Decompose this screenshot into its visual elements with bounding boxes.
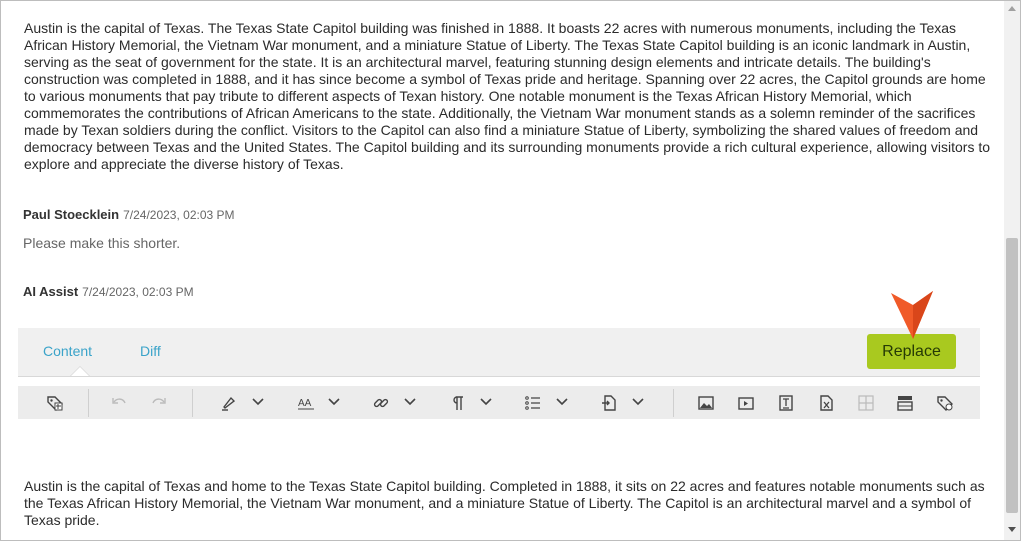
table-icon[interactable] — [856, 393, 876, 413]
vertical-scrollbar[interactable] — [1004, 1, 1020, 540]
list-icon[interactable] — [523, 393, 543, 413]
chevron-down-icon[interactable] — [251, 395, 265, 409]
scrollbar-thumb[interactable] — [1006, 238, 1018, 513]
comment-message: Please make this shorter. — [23, 235, 181, 251]
chevron-down-icon[interactable] — [327, 395, 341, 409]
tab-diff[interactable]: Diff — [140, 343, 161, 359]
font-size-icon[interactable] — [296, 393, 316, 413]
chevron-down-icon[interactable] — [631, 395, 645, 409]
chevron-down-icon[interactable] — [479, 395, 493, 409]
toolbar-separator — [88, 389, 89, 417]
chevron-down-icon[interactable] — [403, 395, 417, 409]
active-tab-indicator — [70, 366, 90, 376]
ai-assist-timestamp: 7/24/2023, 02:03 PM — [82, 285, 194, 299]
highlighter-icon[interactable] — [219, 393, 239, 413]
svg-text:AA: AA — [298, 398, 312, 409]
link-icon[interactable] — [371, 393, 391, 413]
original-text: Austin is the capital of Texas. The Texas State Capitol building was finished in 1888. It boasts 22 acres with numerous monuments, including the Texas African History Memorial, the Vietnam War monument, and a miniature Statue of Liberty. The Texas State Capitol building is an iconic landmark in Austin, serving as the seat of government for the state. It is an architectural marvel, featuring stunning design elements and intricate details. The building's construction was completed in 1888, and it has since become a symbol of Texas pride and heritage. Spanning over 22 acres, the Capitol grounds are home to various monuments that pay tribute to different aspects of Texan history. One notable monument is the Texas African History Memorial, which commemorates the contributions of African Americans to the state. Additionally, the Vietnam War monument stands as a solemn reminder of the sacrifices made by Texan soldiers during the conflict. Visitors to the Capitol can also find a miniature Statue of Liberty, symbolizing the shared values of freedom and democracy between Texas and the United States. The Capitol building and its surrounding monuments provide a rich cultural experience, allowing visitors to explore and appreciate the diverse history of Texas. — [24, 20, 991, 172]
chevron-down-icon[interactable] — [555, 395, 569, 409]
undo-icon[interactable] — [109, 393, 129, 413]
image-icon[interactable] — [696, 393, 716, 413]
replace-button[interactable]: Replace — [867, 334, 956, 369]
tag-settings-icon[interactable] — [935, 393, 955, 413]
redo-icon[interactable] — [149, 393, 169, 413]
scroll-down-icon[interactable] — [1008, 527, 1016, 533]
text-field-icon[interactable] — [776, 393, 796, 413]
x-field-icon[interactable] — [816, 393, 836, 413]
toolbar-separator — [192, 389, 193, 417]
comment-author — [23, 207, 235, 222]
ai-assist-author — [23, 284, 194, 299]
scroll-up-icon[interactable] — [1008, 5, 1016, 11]
tag-icon[interactable] — [45, 393, 65, 413]
paragraph-icon[interactable] — [447, 393, 467, 413]
comment-timestamp: 7/24/2023, 02:03 PM — [123, 208, 235, 222]
tab-content[interactable]: Content — [43, 343, 93, 359]
insert-page-icon[interactable] — [599, 393, 619, 413]
pointer-arrow-icon — [891, 291, 935, 341]
result-text[interactable]: Austin is the capital of Texas and home to the Texas State Capitol building. Completed in 1888, it sits on 22 acres and features notable monuments such as the Texas African History Memorial, the Vietnam War monument, and a miniature Statue of Liberty. The Capitol is an architectural marvel and a symbol of Texas pride. — [24, 478, 985, 528]
component-icon[interactable] — [895, 393, 915, 413]
media-icon[interactable] — [736, 393, 756, 413]
ai-assist-name: AI Assist — [23, 284, 79, 299]
toolbar-separator — [673, 389, 674, 417]
result-tabs-bar — [18, 328, 980, 377]
comment-author-name: Paul Stoecklein — [23, 207, 120, 222]
editor-toolbar — [18, 386, 980, 419]
